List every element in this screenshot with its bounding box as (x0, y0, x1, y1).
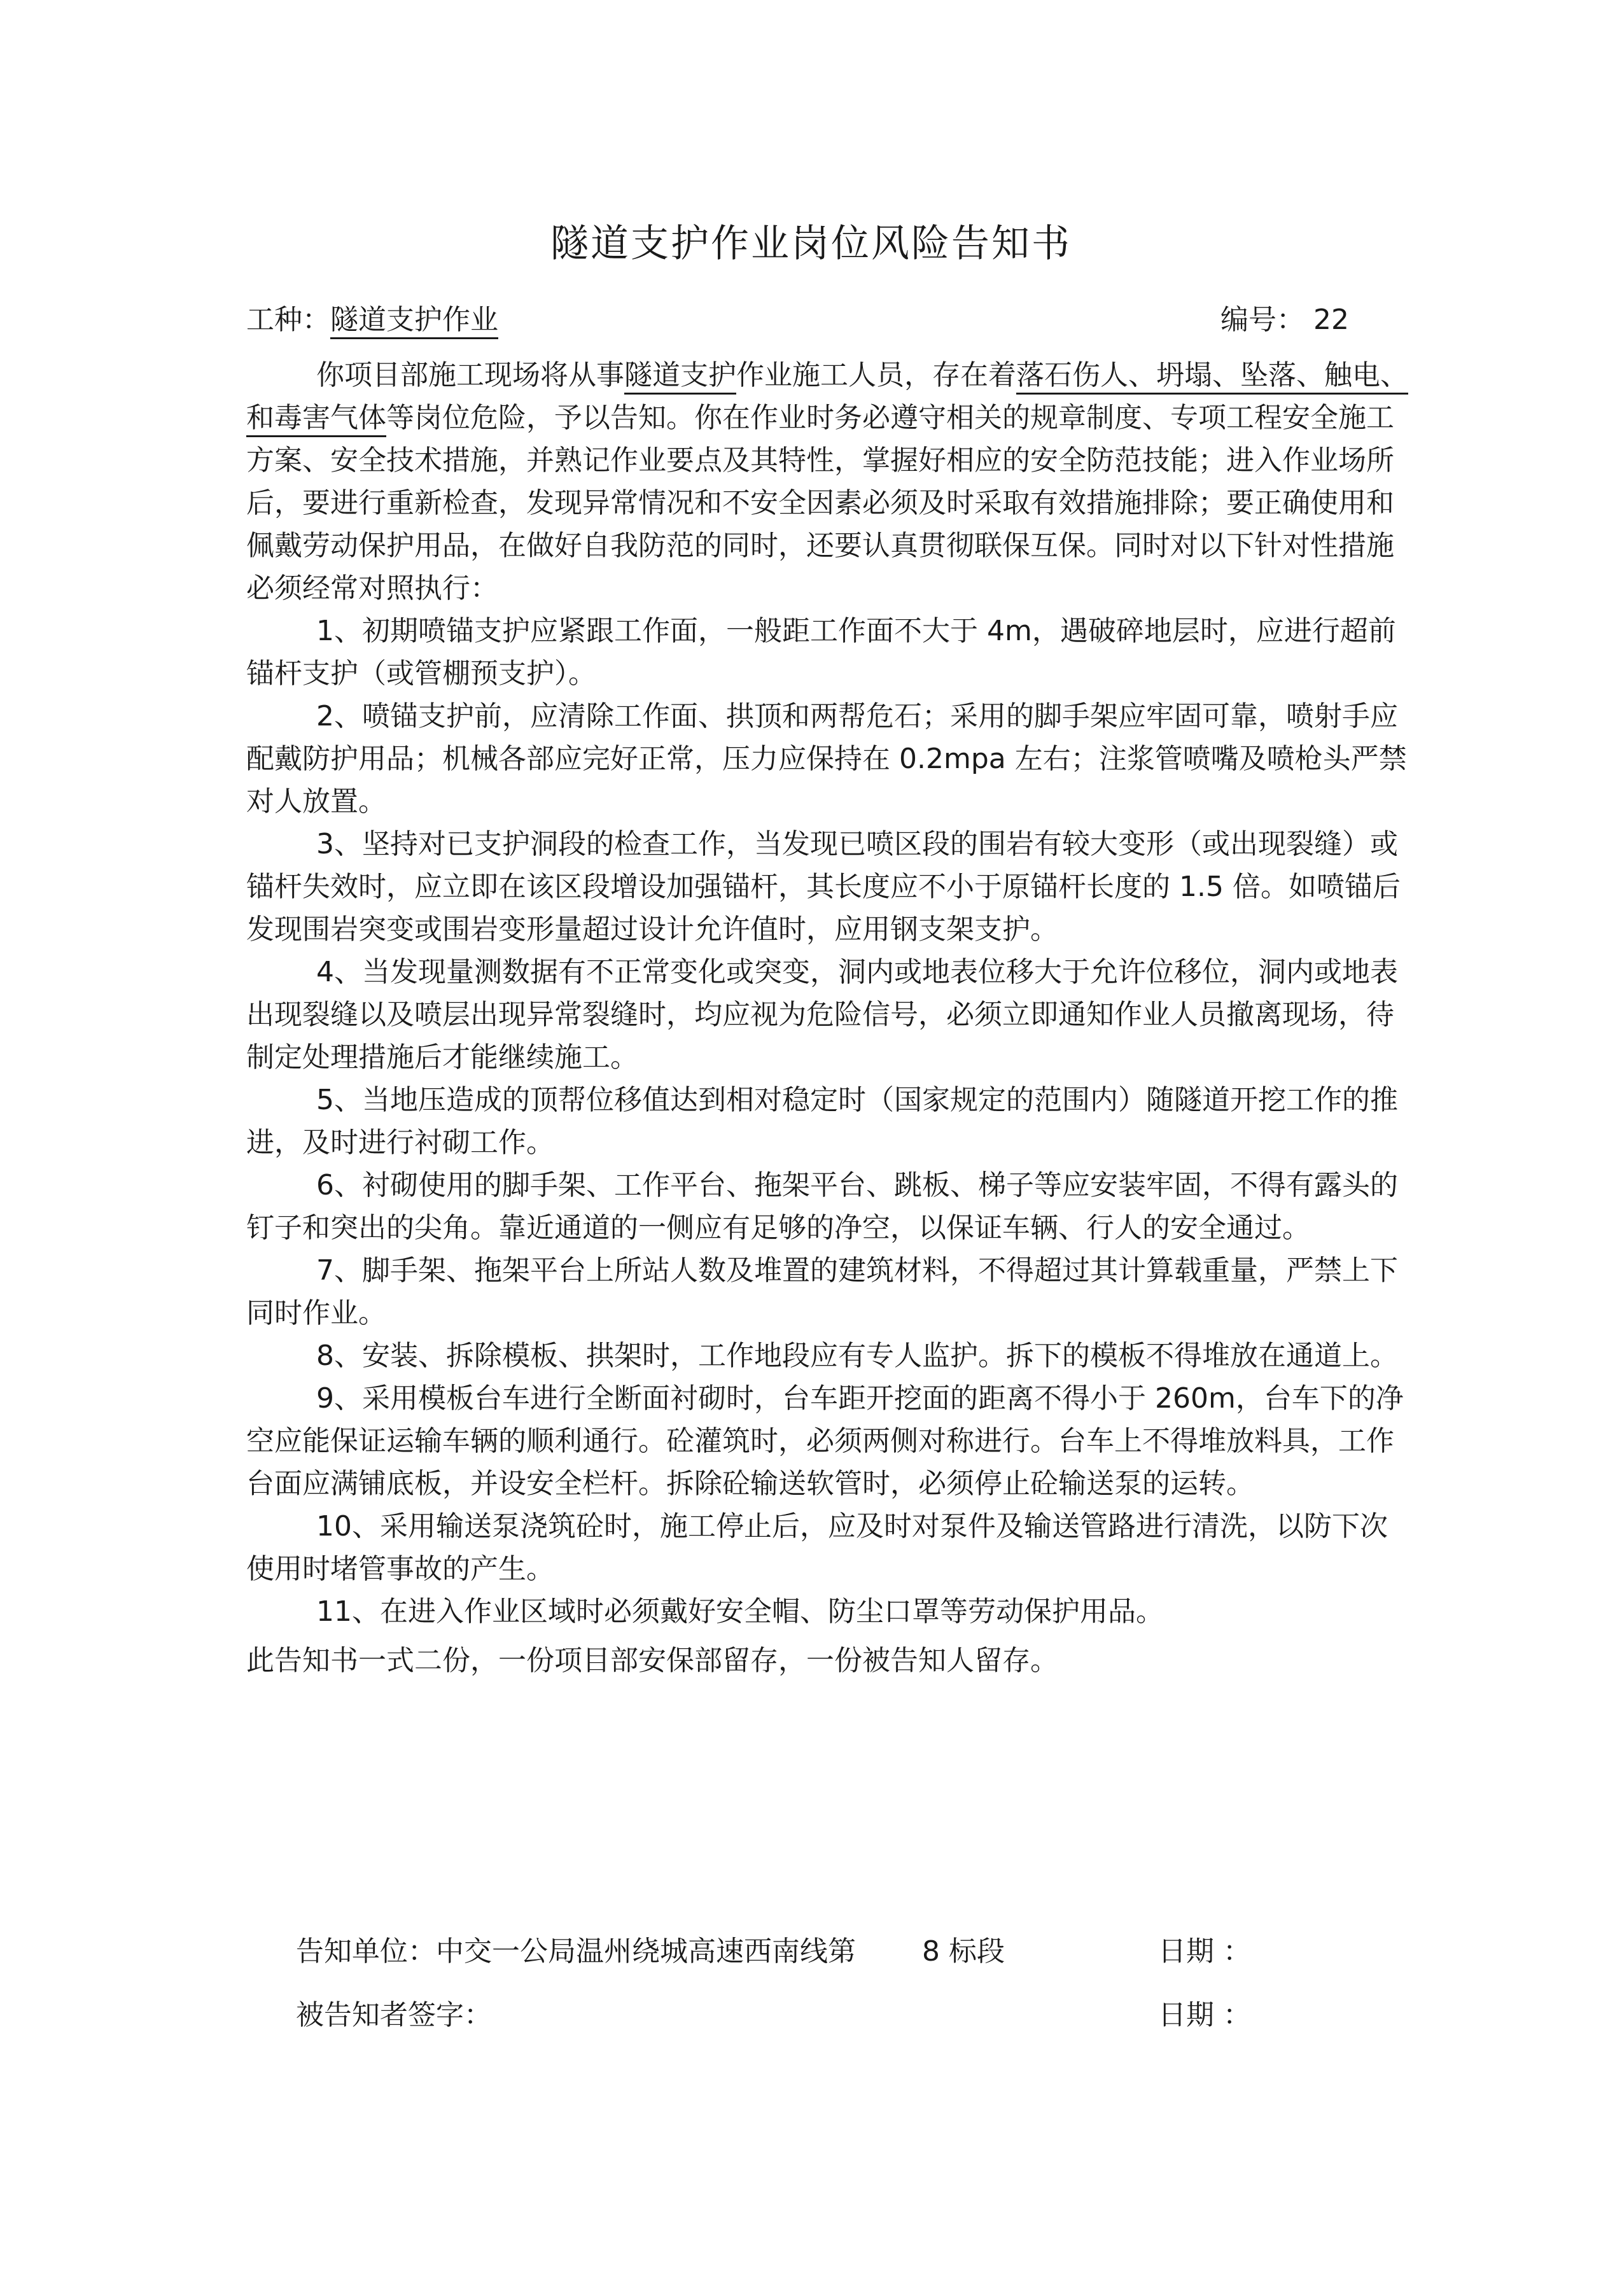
measure-item: 4、当发现量测数据有不正常变化或突变，洞内或地表位移大于允许位移位，洞内或地表出现裂缝以及喷层出现异常裂缝时，均应视为危险信号，必须立即通知作业人员撤离现场，待制定处理措施后才能继续施工。 (246, 956, 1398, 1074)
intro-part3: 等岗位危险，予以告知。你在作业时务必遵守相关的规章制度、专项工程安全施工方案、安全技术措施，并熟记作业要点及其特性，掌握好相应的安全防范技能；进入作业场所后，要进行重新检查，发现异常情况和不安全因素必须及时采取有效措施排除；要正确使用和佩戴劳动保护用品，在做好自我防范的同时，还要认真贯彻联保互保。同时对以下针对性措施必须经常对照执行： (246, 402, 1394, 605)
intro-part1: 你项目部施工现场将从事 (316, 359, 624, 391)
measure-item: 7、脚手架、拖架平台上所站人数及堆置的建筑材料，不得超过其计算载重量，严禁上下同时作业。 (246, 1254, 1398, 1329)
signer-signature: 被告知者签字： (296, 1999, 492, 2031)
measure-item: 10、采用输送泵浇筑砼时，施工停止后，应及时对泵件及输送管路进行清洗，以防下次使用时堵管事故的产生。 (246, 1510, 1388, 1585)
measure-item: 8、安装、拆除模板、拱架时，工作地段应有专人监护。拆下的模板不得堆放在通道上。 (316, 1340, 1398, 1372)
notify-date: 日期 ： (1158, 1935, 1251, 1968)
measure-item: 6、衬砌使用的脚手架、工作平台、拖架平台、跳板、梯子等应安装牢固，不得有露头的钉子和突出的尖角。靠近通道的一侧应有足够的净空，以保证车辆、行人的安全通过。 (246, 1169, 1398, 1244)
notifying-unit-label: 告知单位：中交一公局温州绕城高速西南线第 (296, 1935, 856, 1968)
job-type-label: 工种： (246, 304, 330, 336)
measure-item: 2、喷锚支护前，应清除工作面、拱顶和两帮危石；采用的脚手架应牢固可靠，喷射手应配戴防护用品；机械各部应完好正常，压力应保持在 0.2mpa 左右；注浆管喷嘴及喷枪头严禁对人放置。 (246, 700, 1407, 818)
notifying-unit-section: 8 标段 (922, 1935, 1005, 1968)
measure-item: 9、采用模板台车进行全断面衬砌时，台车距开挖面的距离不得小于 260m，台车下的净空应能保证运输车辆的顺利通行。砼灌筑时，必须两侧对称进行。台车上不得堆放料具，工作台面应满铺底板，并设安全栏杆。拆除砼输送软管时，必须停止砼输送泵的运转。 (246, 1382, 1404, 1500)
measure-item: 5、当地压造成的顶帮位移值达到相对稳定时（国家规定的范围内）随隧道开挖工作的推进，及时进行衬砌工作。 (246, 1084, 1398, 1159)
notifying-unit (296, 1928, 1005, 1969)
intro-part2: 作业施工人员，存在着 (736, 359, 1016, 391)
document-number (1220, 297, 1349, 337)
document-title: 隧道支护作业岗位风险告知书 (550, 221, 1072, 266)
job-type-value: 隧道支护作业 (330, 304, 498, 339)
number-label: 编号： (1220, 304, 1304, 336)
measure-item: 1、初期喷锚支护应紧跟工作面，一般距工作面不大于 4m，遇破碎地层时，应进行超前锚杆支护（或管棚预支护）。 (246, 615, 1396, 690)
intro-work: 隧道支护 (624, 359, 736, 395)
intro-paragraph (246, 354, 1411, 610)
measure-item: 3、坚持对已支护洞段的检查工作，当发现已喷区段的围岩有较大变形（或出现裂缝）或锚杆失效时，应立即在该区段增设加强锚杆，其长度应不小于原锚杆长度的 1.5 倍。如喷锚后发现围岩突变或围岩变形量超过设计允许值时，应用钢支架支护。 (246, 828, 1401, 946)
notice-body (246, 354, 1411, 1682)
job-type (246, 297, 498, 337)
sign-date: 日期 ： (1158, 1999, 1251, 2031)
measure-item: 11、在进入作业区域时必须戴好安全帽、防尘口罩等劳动保护用品。 (316, 1595, 1164, 1628)
intro-hazards: 落石伤人、坍塌、坠落、触电、和毒害气体 (246, 359, 1408, 437)
number-value: 22 (1313, 304, 1349, 336)
closing-statement: 此告知书一式二份，一份项目部安保部留存，一份被告知人留存。 (246, 1644, 1058, 1677)
